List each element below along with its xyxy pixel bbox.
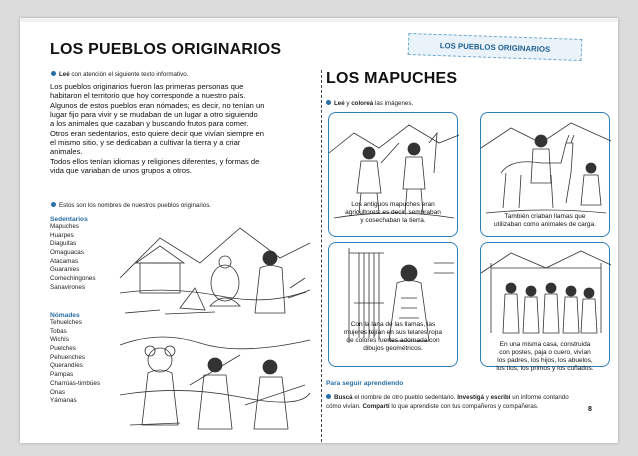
list-item: Huarpes (50, 231, 74, 239)
list-intro: Estos son los nombres de nuestros pueblos originarios. (51, 202, 211, 210)
sedentary-village-illustration (120, 218, 310, 318)
follow-heading: Para seguir aprendiendo (326, 380, 404, 387)
caption-line: de colores fuertes adornada con (346, 336, 440, 344)
list-item: Tehuelches (50, 319, 82, 326)
list-item: Guaraníes (50, 266, 80, 274)
bullet-icon (51, 202, 56, 207)
paragraph-line: lugar fijo para vivir y se mudaban de un lugar a otro siguiendo (50, 109, 258, 119)
caption-line: Con la lana de las llamas, las (350, 321, 436, 328)
caption-line: con postes, paja o cuero, vivían (499, 348, 591, 356)
paragraph-line: Otros eran sedentarios, esto quiere decir que vivían siempre en (50, 128, 265, 138)
caption-line: los padres, los hijos, los abuelos, (497, 356, 593, 364)
follow-line-2: cómo vivían. Compartí lo que aprendiste con tus compañeros y compañeras. (326, 402, 539, 410)
nomades-heading: Nómades (50, 312, 80, 319)
list-item: Omaguacas (50, 249, 84, 257)
paragraph-line: animales. (50, 147, 83, 157)
paragraph-line: Algunos de estos pueblos eran nómades; es decir, no tenían un (50, 100, 265, 110)
sedentarios-list (50, 216, 130, 293)
list-item: Pehuenches (50, 353, 86, 361)
intro-paragraph (50, 82, 315, 175)
nomades-list (50, 312, 130, 406)
bullet-icon (326, 394, 331, 399)
list-item: Tobas (50, 327, 67, 335)
page-top-band (20, 18, 618, 22)
panel-agriculture (328, 112, 458, 237)
paragraph-line: el mismo sitio, y se dedicaban a cultivar la tierra y a criar (50, 137, 241, 147)
list-item: Yámanas (50, 397, 77, 405)
paragraph-line: Los pueblos originarios fueron las primeras personas que (50, 82, 244, 91)
follow-activity (326, 394, 606, 412)
list-item: Mapuches (50, 223, 80, 230)
bullet-icon (326, 100, 331, 105)
panel-caption (485, 341, 605, 373)
caption-line: Los antiguos mapuches eran (351, 201, 435, 208)
list-item: Querandíes (50, 362, 83, 370)
list-item: Comechingones (50, 275, 96, 283)
list-item: Atacamas (50, 257, 78, 265)
paragraph-line: habitaron el territorio que hoy corresponde a nuestro país. (50, 91, 246, 101)
caption-line: y cosechaban la tierra. (360, 216, 426, 224)
nomades-items (50, 319, 130, 406)
paragraph-line: a los animales que cazaban y buscando frutos para comer. (50, 119, 249, 129)
left-instruction: Leé con atención el siguiente texto informativo. (51, 71, 188, 79)
workbook-page (20, 18, 618, 443)
section-tag: LOS PUEBLOS ORIGINARIOS (408, 33, 583, 61)
caption-line: dibujos geométricos. (363, 344, 423, 352)
list-item: Wichís (50, 336, 69, 344)
right-instruction: Leé y coloreá las imágenes. (326, 100, 413, 108)
caption-line: los tíos, los primos y los cuñados. (496, 364, 594, 372)
page-number: 8 (588, 406, 592, 413)
list-item: Puelches (50, 345, 76, 353)
bullet-icon (51, 71, 56, 76)
caption-line: mujeres tejían en sus telares ropa (344, 328, 442, 336)
panel-caption (333, 321, 453, 353)
follow-line-1: Buscá el nombre de otro pueblo sedentario. Investigá y escribí un informe contando (326, 394, 606, 403)
left-page-title: LOS PUEBLOS ORIGINARIOS (50, 41, 282, 58)
list-item: Diaguitas (50, 240, 77, 248)
sedentarios-items (50, 223, 130, 293)
paragraph-line: Todos ellos tenían idiomas y religiones diferentes, y formas de (50, 156, 260, 166)
list-item: Charrúas-timbúes (50, 379, 101, 387)
paragraph-line: vida que variaban de unos grupos a otros. (50, 165, 192, 175)
list-item: Sanavirones (50, 283, 86, 291)
panel-caption (485, 213, 605, 229)
panel-llamas (480, 112, 610, 237)
list-item: Pampas (50, 371, 74, 379)
panel-family-house (480, 242, 610, 372)
caption-line: En una misma casa, construida (499, 341, 591, 348)
caption-line: utilizaban como animales de carga. (494, 220, 596, 228)
list-item: Onas (50, 388, 66, 396)
panel-weaving (328, 242, 458, 367)
sedentarios-heading: Sedentarios (50, 216, 88, 223)
right-page-title: LOS MAPUCHES (326, 70, 458, 87)
nomadic-hunters-illustration (120, 325, 310, 433)
caption-line: agricultores: es decir, sembraban (345, 208, 441, 216)
panel-caption (333, 201, 453, 225)
page-divider (321, 70, 322, 442)
caption-line: También criaban llamas que (504, 213, 586, 220)
